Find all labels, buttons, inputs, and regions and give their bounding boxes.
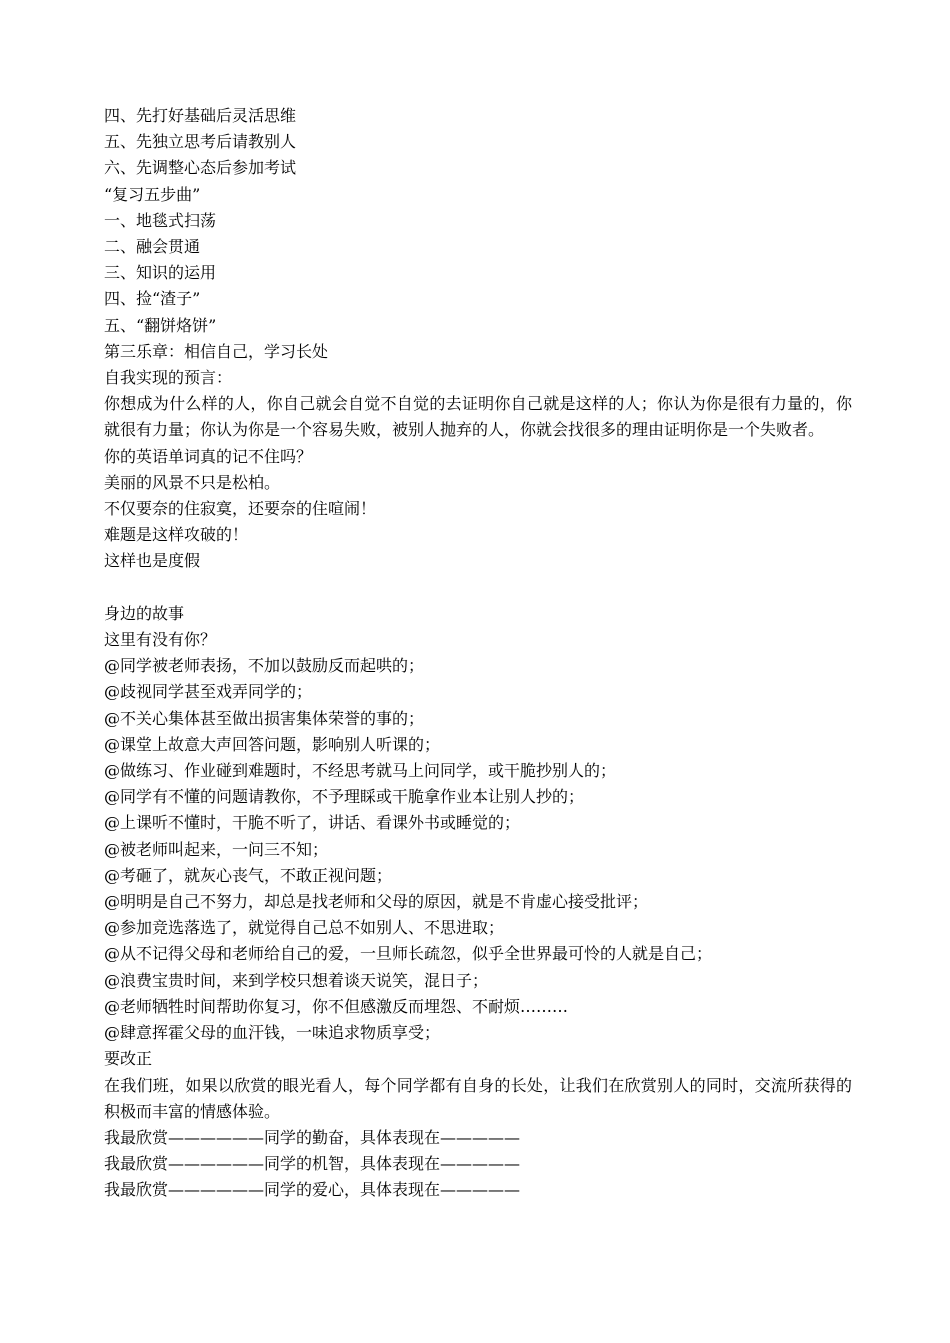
list-item: @参加竞选落选了，就觉得自己总不如别人、不思进取； — [104, 918, 505, 938]
section-heading: 这里有没有你？ — [104, 630, 217, 650]
list-item: 一、地毯式扫荡 — [104, 210, 217, 230]
list-item: @被老师叫起来，一问三不知； — [104, 839, 329, 859]
section-heading: 身边的故事 — [104, 603, 185, 623]
paragraph: 在我们班，如果以欣赏的眼光看人，每个同学都有自身的长处，让我们在欣赏别人的同时，交流所获得的积极而丰富的情感体验。 — [104, 1075, 852, 1121]
list-item: 六、先调整心态后参加考试 — [104, 158, 297, 178]
list-item: @上课听不懂时，干脆不听了，讲话、看课外书或睡觉的； — [104, 813, 521, 833]
section-heading: 自我实现的预言： — [104, 368, 233, 388]
text-line: 你的英语单词真的记不住吗？ — [104, 446, 313, 466]
list-item: 五、“翻饼烙饼” — [104, 315, 217, 335]
list-item: @歧视同学甚至戏弄同学的； — [104, 682, 313, 702]
fill-in-line: 我最欣赏——————同学的机智，具体表现在————— — [104, 1154, 521, 1174]
section-heading: 要改正 — [104, 1049, 153, 1069]
list-item: 四、先打好基础后灵活思维 — [104, 106, 297, 125]
list-item: 五、先独立思考后请教别人 — [104, 132, 297, 152]
blank-line — [104, 575, 852, 601]
list-item: @老师牺牲时间帮助你复习，你不但感激反而埋怨、不耐烦……… — [104, 996, 569, 1016]
list-item: 三、知识的运用 — [104, 263, 217, 283]
list-item: @同学有不懂的问题请教你，不予理睬或干脆拿作业本让别人抄的； — [104, 787, 585, 807]
text-line: 这样也是度假 — [104, 551, 201, 571]
list-item: 二、融会贯通 — [104, 237, 201, 257]
list-item: @浪费宝贵时间，来到学校只想着谈天说笑，混日子； — [104, 970, 489, 990]
text-line: 不仅要奈的住寂寞，还要奈的住喧闹！ — [104, 499, 377, 519]
fill-in-line: 我最欣赏——————同学的爱心，具体表现在————— — [104, 1180, 521, 1200]
list-item: @同学被老师表扬，不加以鼓励反而起哄的； — [104, 656, 425, 676]
list-item: @从不记得父母和老师给自己的爱，一旦师长疏忽，似乎全世界最可怜的人就是自己； — [104, 944, 713, 964]
list-item: @明明是自己不努力，却总是找老师和父母的原因，就是不肯虚心接受批评； — [104, 892, 649, 912]
text-line: 难题是这样攻破的！ — [104, 525, 249, 545]
text-line: 美丽的风景不只是松柏。 — [104, 472, 281, 492]
section-heading: 第三乐章：相信自己，学习长处 — [104, 341, 329, 361]
fill-in-line: 我最欣赏——————同学的勤奋，具体表现在————— — [104, 1127, 521, 1147]
list-item: 四、捡“渣子” — [104, 289, 201, 309]
list-item: @做练习、作业碰到难题时，不经思考就马上问同学，或干脆抄别人的； — [104, 761, 617, 781]
paragraph: 你想成为什么样的人，你自己就会自觉不自觉的去证明你自己就是这样的人；你认为你是很有力量的，你就很有力量；你认为你是一个容易失败，被别人抛弃的人，你就会找很多的理由证明你是一个失败者。 — [104, 394, 852, 440]
list-item: @课堂上故意大声回答问题，影响别人听课的； — [104, 734, 441, 754]
list-item: @考砸了，就灰心丧气，不敢正视问题； — [104, 865, 393, 885]
list-item: @不关心集体甚至做出损害集体荣誉的事的； — [104, 708, 425, 728]
document-page — [104, 103, 852, 1204]
section-heading: “复习五步曲” — [104, 184, 201, 204]
list-item: @肆意挥霍父母的血汗钱，一味追求物质享受； — [104, 1023, 441, 1043]
